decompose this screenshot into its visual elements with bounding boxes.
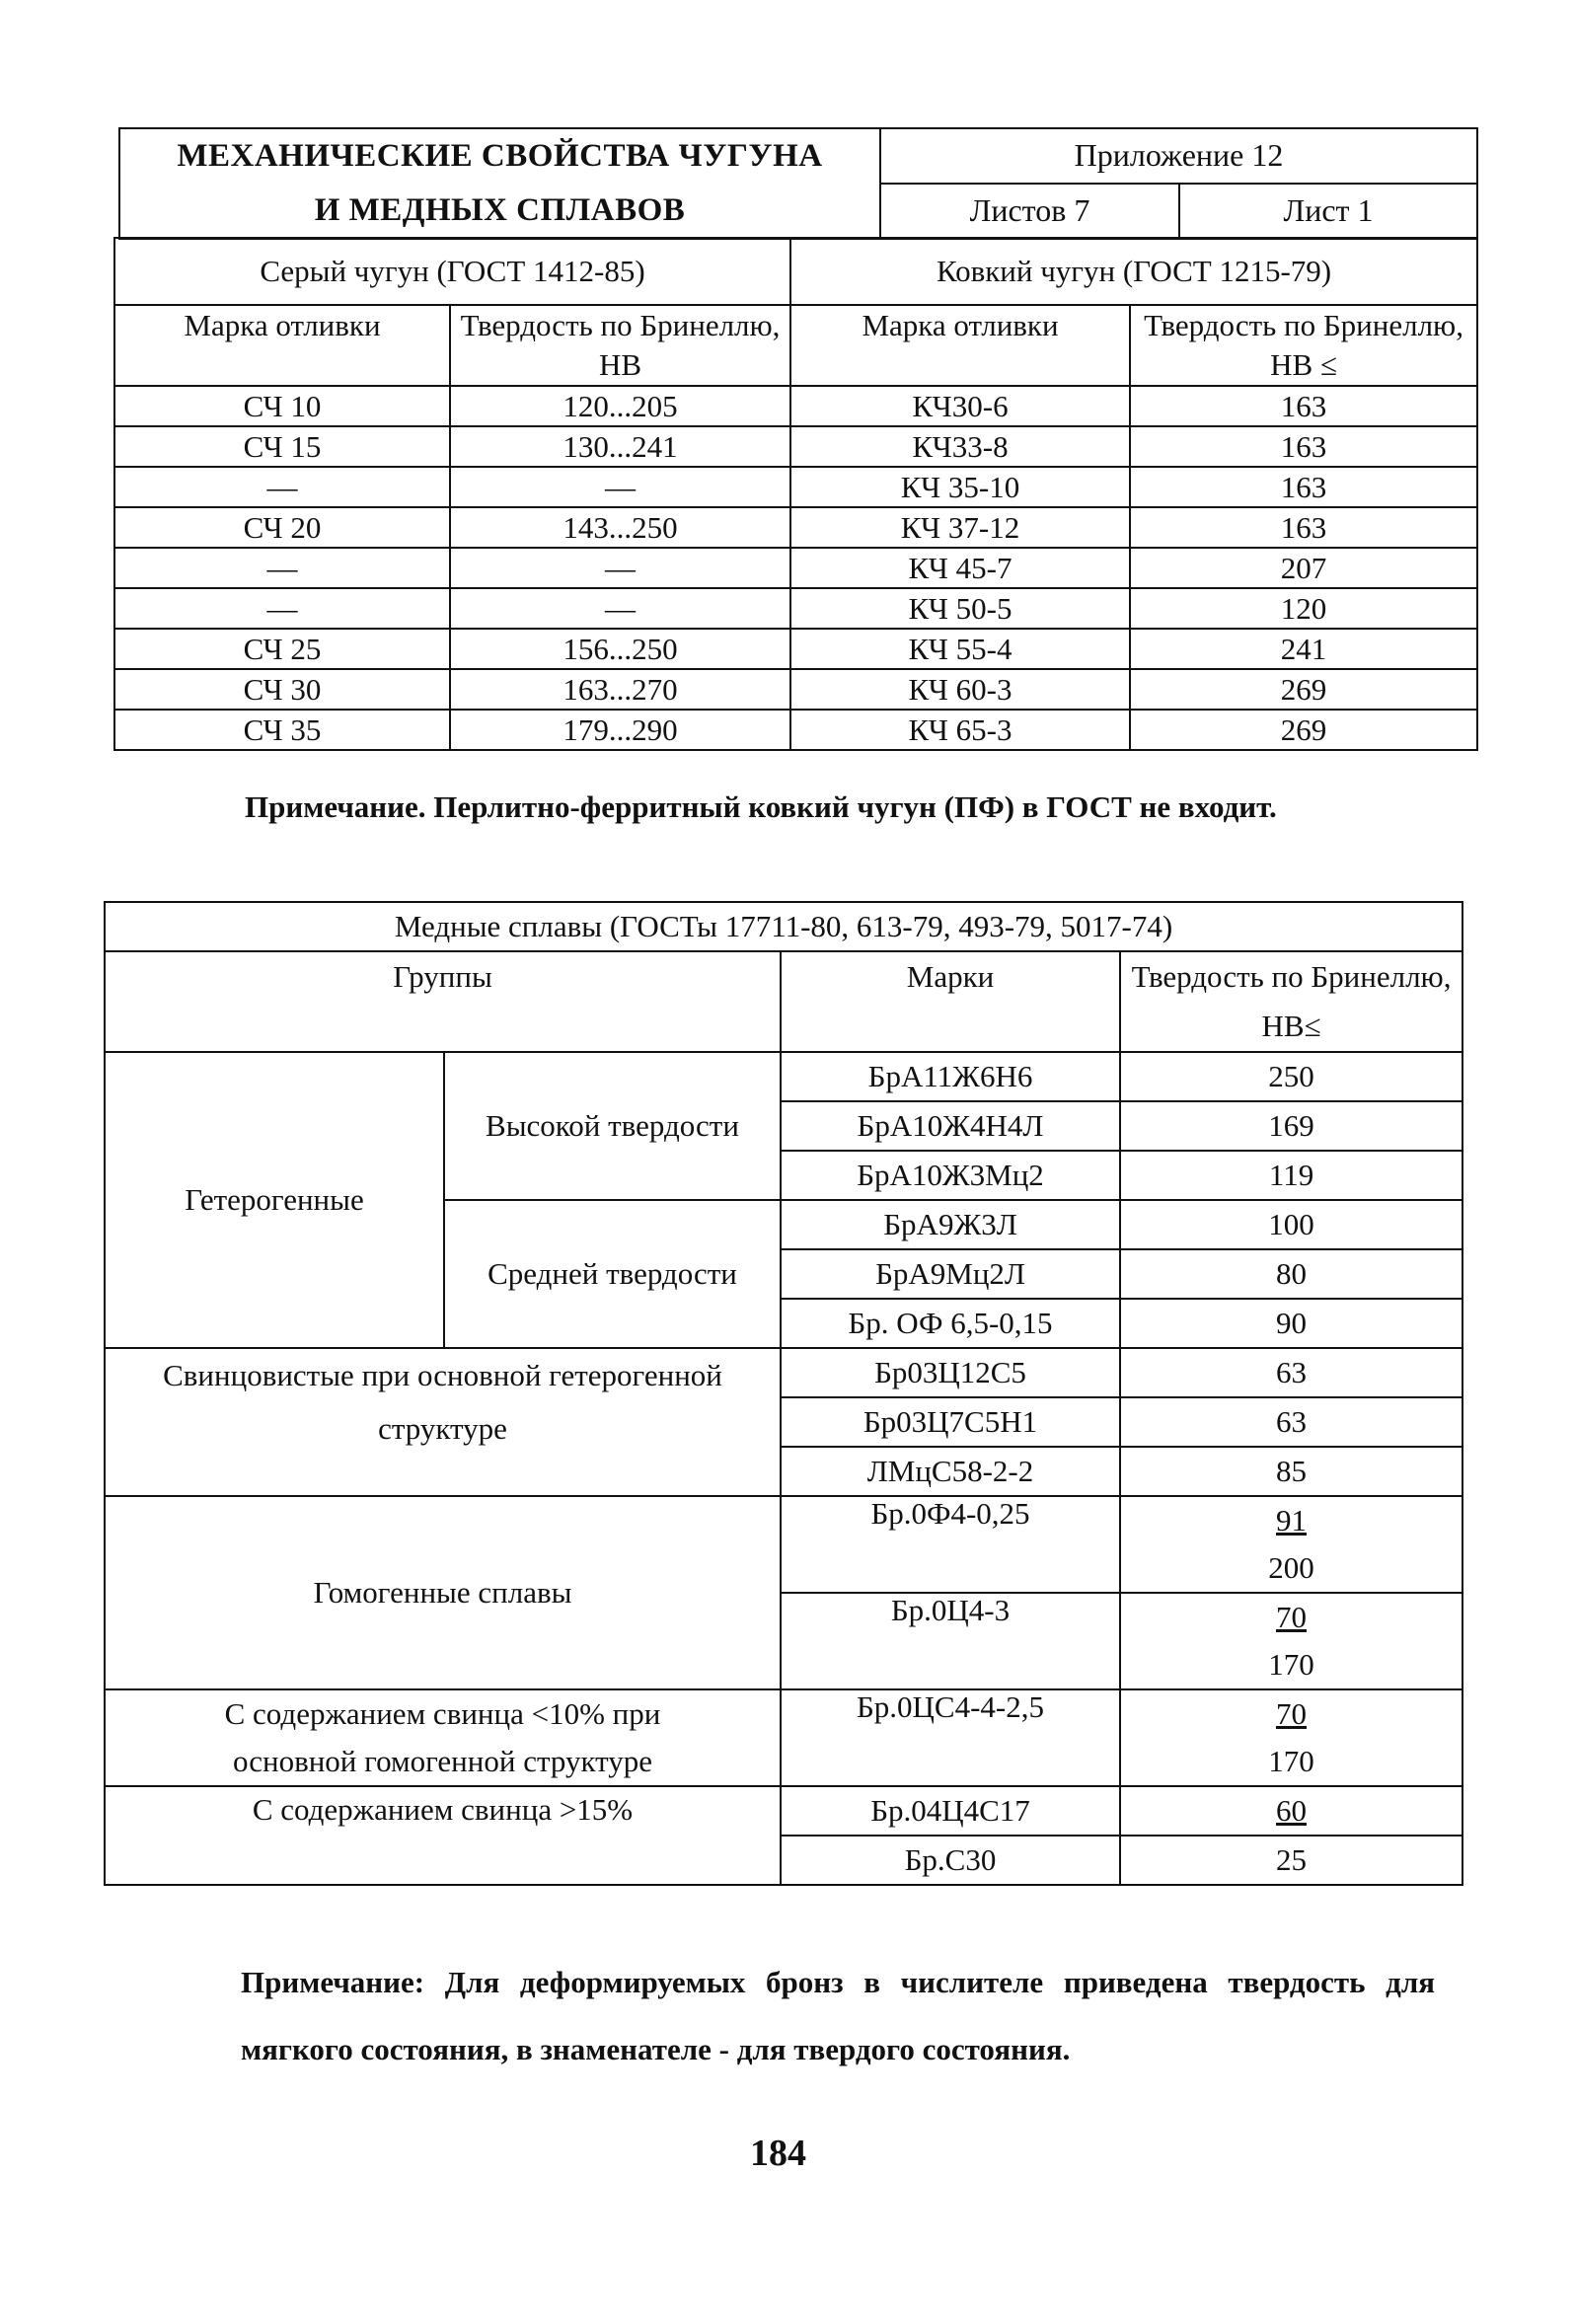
- hardness-cell: 63: [1120, 1348, 1462, 1397]
- grade-cell: Бр.04Ц4С17: [781, 1786, 1120, 1836]
- group-heterogeneous: Гетерогенные: [105, 1052, 444, 1348]
- gray-hardness-cell: 143...250: [450, 507, 790, 548]
- grade-cell: Бр.С30: [781, 1836, 1120, 1885]
- malleable-hardness-cell: 163: [1130, 507, 1477, 548]
- col-grade-gray: Марка отливки: [114, 305, 450, 386]
- grade-cell: Бр.0Ф4-0,25: [781, 1496, 1120, 1593]
- malleable-grade-cell: КЧ 37-12: [790, 507, 1130, 548]
- gray-grade-cell: —: [114, 467, 450, 507]
- malleable-hardness-cell: 241: [1130, 629, 1477, 669]
- gray-iron-header: Серый чугун (ГОСТ 1412-85): [114, 238, 790, 305]
- col-hardness: Твердость по Бринеллю, НВ≤: [1120, 951, 1462, 1052]
- hardness-fraction-cell: [1120, 1593, 1462, 1689]
- gray-grade-cell: СЧ 10: [114, 386, 450, 426]
- table-row: [114, 710, 1477, 750]
- sheets-total: Листов 7: [880, 184, 1179, 239]
- grade-cell: БрА9Ж3Л: [781, 1200, 1120, 1249]
- gray-grade-cell: СЧ 15: [114, 426, 450, 467]
- grade-cell: Бр.0Ц4-3: [781, 1593, 1120, 1689]
- table-row: [105, 1496, 1462, 1593]
- gray-grade-cell: —: [114, 588, 450, 629]
- gray-grade-cell: СЧ 20: [114, 507, 450, 548]
- table-row: [114, 467, 1477, 507]
- hardness-soft: 70: [1276, 1600, 1308, 1634]
- cast-iron-table: [113, 237, 1478, 751]
- title-line-1: МЕХАНИЧЕСКИЕ СВОЙСТВА ЧУГУНА: [177, 138, 823, 174]
- grade-cell: Бр. ОФ 6,5-0,15: [781, 1299, 1120, 1348]
- hardness-hard: 170: [1268, 1744, 1314, 1778]
- gray-grade-cell: СЧ 25: [114, 629, 450, 669]
- malleable-grade-cell: КЧ 35-10: [790, 467, 1130, 507]
- subgroup-high-hardness: Высокой твердости: [444, 1052, 781, 1200]
- hardness-hard: 200: [1268, 1550, 1314, 1585]
- gray-grade-cell: —: [114, 548, 450, 588]
- hardness-value: 60: [1276, 1792, 1308, 1828]
- table-row: [114, 588, 1477, 629]
- malleable-iron-header: Ковкий чугун (ГОСТ 1215-79): [790, 238, 1477, 305]
- table-row: [114, 507, 1477, 548]
- hardness-cell: 63: [1120, 1397, 1462, 1447]
- title-line-2: И МЕДНЫХ СПЛАВОВ: [314, 192, 686, 228]
- gray-hardness-cell: —: [450, 588, 790, 629]
- bronze-note: Примечание: Для деформируемых бронз в числителе приведена твердость для мягкого состояния, в знаменателе - для твердого состояния.: [241, 1965, 1435, 2066]
- group-lead-gt15: С содержанием свинца >15%: [105, 1786, 781, 1885]
- grade-cell: БрА10Ж4Н4Л: [781, 1101, 1120, 1151]
- malleable-hardness-cell: 207: [1130, 548, 1477, 588]
- hardness-cell: [1120, 1786, 1462, 1836]
- hardness-fraction-cell: [1120, 1689, 1462, 1786]
- hardness-cell: 169: [1120, 1101, 1462, 1151]
- grade-cell: Бр.0ЦС4-4-2,5: [781, 1689, 1120, 1786]
- malleable-grade-cell: КЧ 55-4: [790, 629, 1130, 669]
- hardness-cell: 80: [1120, 1249, 1462, 1299]
- gray-hardness-cell: —: [450, 467, 790, 507]
- subgroup-medium-hardness: Средней твердости: [444, 1200, 781, 1348]
- grade-cell: ЛМцС58-2-2: [781, 1447, 1120, 1496]
- table-row: [114, 669, 1477, 710]
- table-row: [105, 1689, 1462, 1786]
- gray-hardness-cell: 130...241: [450, 426, 790, 467]
- appendix-label: Приложение 12: [880, 128, 1477, 184]
- col-hardness-malleable: Твердость по Бринеллю, НВ ≤: [1130, 305, 1477, 386]
- grade-cell: БрА11Ж6Н6: [781, 1052, 1120, 1101]
- grade-cell: Бр03Ц7С5Н1: [781, 1397, 1120, 1447]
- hardness-cell: 90: [1120, 1299, 1462, 1348]
- grade-cell: Бр03Ц12С5: [781, 1348, 1120, 1397]
- gray-grade-cell: СЧ 35: [114, 710, 450, 750]
- table-row: [114, 629, 1477, 669]
- col-grades: Марки: [781, 951, 1120, 1052]
- table-row: [105, 1052, 1462, 1101]
- hardness-fraction-cell: [1120, 1496, 1462, 1593]
- gray-hardness-cell: 156...250: [450, 629, 790, 669]
- gray-hardness-cell: 163...270: [450, 669, 790, 710]
- sheet-number: Лист 1: [1179, 184, 1477, 239]
- document-title: [119, 128, 880, 239]
- hardness-cell: 25: [1120, 1836, 1462, 1885]
- malleable-hardness-cell: 269: [1130, 710, 1477, 750]
- hardness-soft: 91: [1276, 1503, 1308, 1537]
- malleable-hardness-cell: 163: [1130, 386, 1477, 426]
- group-homogeneous: Гомогенные сплавы: [105, 1496, 781, 1689]
- page-number: 184: [750, 2133, 806, 2174]
- cast-iron-rows: [114, 386, 1477, 750]
- malleable-grade-cell: КЧ 50-5: [790, 588, 1130, 629]
- gray-hardness-cell: 179...290: [450, 710, 790, 750]
- table-row: [105, 1786, 1462, 1836]
- copper-table-title: Медные сплавы (ГОСТы 17711-80, 613-79, 493-79, 5017-74): [105, 902, 1462, 951]
- table-row: [114, 426, 1477, 467]
- hardness-cell: 250: [1120, 1052, 1462, 1101]
- cast-iron-note: Примечание. Перлитно-ферритный ковкий чугун (ПФ) в ГОСТ не входит.: [245, 789, 1277, 824]
- copper-alloys-table: [104, 901, 1463, 1886]
- grade-cell: БрА10Ж3Мц2: [781, 1151, 1120, 1200]
- hardness-hard: 170: [1268, 1647, 1314, 1682]
- table-row: [114, 548, 1477, 588]
- malleable-hardness-cell: 120: [1130, 588, 1477, 629]
- hardness-soft: 70: [1276, 1696, 1308, 1731]
- grade-cell: БрА9Мц2Л: [781, 1249, 1120, 1299]
- gray-hardness-cell: —: [450, 548, 790, 588]
- hardness-cell: 100: [1120, 1200, 1462, 1249]
- group-lead-lt10: С содержанием свинца <10% при основной гомогенной структуре: [105, 1689, 781, 1786]
- table-row: [114, 386, 1477, 426]
- group-lead-heterogeneous: Свинцовистые при основной гетерогенной структуре: [105, 1348, 781, 1496]
- title-block: [118, 127, 1478, 240]
- col-hardness-gray: Твердость по Бринеллю, НВ: [450, 305, 790, 386]
- gray-hardness-cell: 120...205: [450, 386, 790, 426]
- malleable-hardness-cell: 269: [1130, 669, 1477, 710]
- malleable-hardness-cell: 163: [1130, 426, 1477, 467]
- malleable-grade-cell: КЧ30-6: [790, 386, 1130, 426]
- malleable-hardness-cell: 163: [1130, 467, 1477, 507]
- col-grade-malleable: Марка отливки: [790, 305, 1130, 386]
- hardness-cell: 85: [1120, 1447, 1462, 1496]
- gray-grade-cell: СЧ 30: [114, 669, 450, 710]
- malleable-grade-cell: КЧ 45-7: [790, 548, 1130, 588]
- table-row: [105, 1348, 1462, 1397]
- malleable-grade-cell: КЧ 60-3: [790, 669, 1130, 710]
- malleable-grade-cell: КЧ 65-3: [790, 710, 1130, 750]
- col-groups: Группы: [105, 951, 781, 1052]
- hardness-cell: 119: [1120, 1151, 1462, 1200]
- malleable-grade-cell: КЧ33-8: [790, 426, 1130, 467]
